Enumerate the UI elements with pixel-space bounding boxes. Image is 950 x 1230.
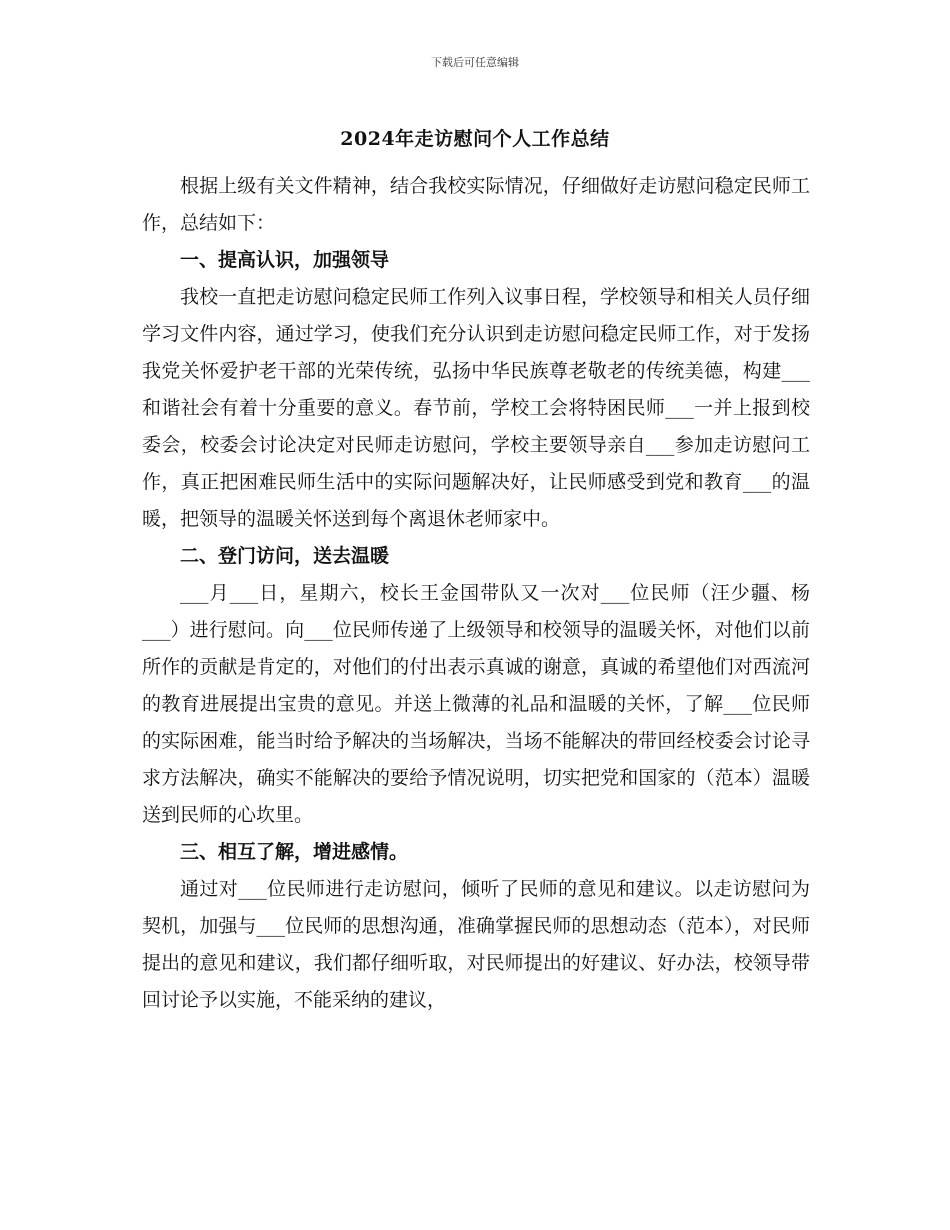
page-title: 2024年走访慰问个人工作总结 (340, 128, 610, 150)
intro-paragraph: 根据上级有关文件精神，结合我校实际情况，仔细做好走访慰问稳定民师工作，总结如下： (142, 175, 810, 234)
section-3-paragraph: 通过对___位民师进行走访慰问，倾听了民师的意见和建议。以走访慰问为契机，加强与___位民师的思想沟通，准确掌握民师的思想动态（范本），对民师提出的意见和建议，我们都仔细听取，对民师提出的好建议、好办法，校领导带回讨论予以实施，不能采纳的建议， (142, 878, 810, 1011)
document-body (142, 168, 810, 1019)
section-1-paragraph: 我校一直把走访慰问稳定民师工作列入议事日程，学校领导和相关人员仔细学习文件内容，通过学习，使我们充分认识到走访慰问稳定民师工作，对于发扬我党关怀爱护老干部的光荣传统，弘扬中华民族尊老敬老的传统美德，构建___和谐社会有着十分重要的意义。春节前，学校工会将特困民师___一并上报到校委会，校委会讨论决定对民师走访慰问，学校主要领导亲自___参加走访慰问工作，真正把困难民师生活中的实际问题解决好，让民师感受到党和教育___的温暖，把领导的温暖关怀送到每个离退休老师家中。 (142, 286, 810, 530)
section-heading-1: 一、提高认识，加强领导 (180, 249, 390, 271)
header-note: 下载后可任意编辑 (431, 56, 519, 69)
section-2-paragraph: ___月___日，星期六，校长王金国带队又一次对___位民师（汪少疆、杨___）进行慰问。向___位民师传递了上级领导和校领导的温暖关怀，对他们以前所作的贡献是肯定的，对他们的付出表示真诚的谢意，真诚的希望他们对西流河的教育进展提出宝贵的意见。并送上微薄的礼品和温暖的关怀，了解___位民师的实际困难，能当时给予解决的当场解决，当场不能解决的带回经校委会讨论寻求方法解决，确实不能解决的要给予情况说明，切实把党和国家的（范本）温暖送到民师的心坎里。 (142, 582, 810, 826)
section-heading-2: 二、登门访问，送去温暖 (180, 545, 390, 567)
section-heading-3: 三、相互了解，增进感情。 (180, 841, 409, 863)
